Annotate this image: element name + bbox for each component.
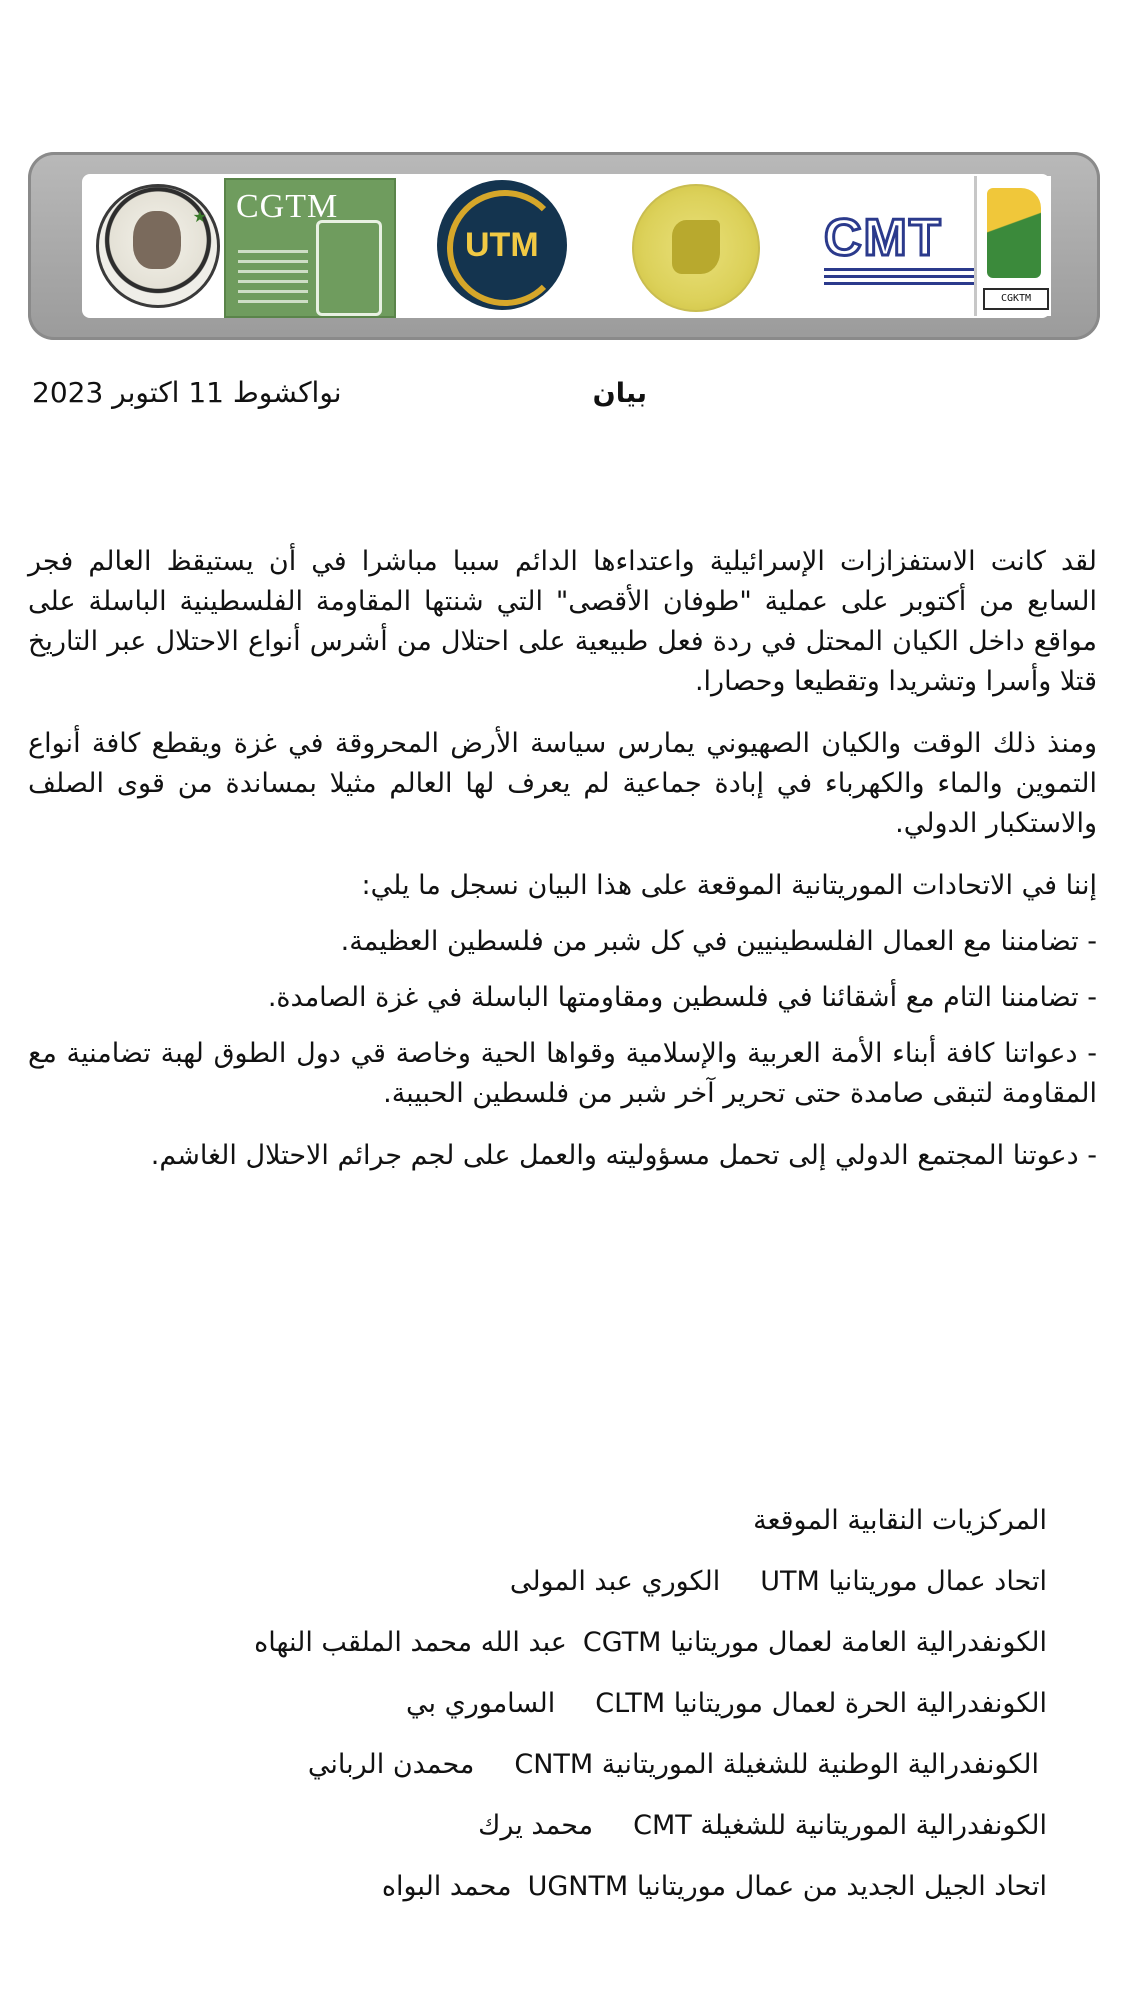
logo-banner xyxy=(28,152,1100,340)
signatory-row xyxy=(478,1810,1047,1841)
list-item-solidarity-gaza: - تضامننا التام مع أشقائنا في فلسطين ومقاومتها الباسلة في غزة الصامدة. xyxy=(267,982,1097,1013)
signatory-person: الساموري بي xyxy=(406,1688,556,1719)
cgtm-round-seal-logo xyxy=(96,184,220,308)
signatory-org: اتحاد الجيل الجديد من عمال موريتانيا UGNTM xyxy=(527,1871,1047,1902)
document-title: بيان xyxy=(592,378,647,409)
cmt-logo-text: CMT xyxy=(824,209,943,267)
signatory-person: محمد يرك xyxy=(478,1810,594,1841)
cmt-logo-lines xyxy=(824,268,974,288)
logo-subtitle-lines xyxy=(238,250,308,306)
paragraph-declaration: إننا في الاتحادات الموريتانية الموقعة على هذا البيان نسجل ما يلي: xyxy=(361,870,1097,901)
cgktm-logo-text: CGKTM xyxy=(983,288,1049,310)
signatory-row xyxy=(254,1627,1047,1658)
map-flag-icon xyxy=(987,188,1041,278)
utm-logo-text: UTM xyxy=(465,226,539,264)
signatory-row xyxy=(510,1566,1047,1597)
cgtm-green-logo xyxy=(224,178,396,318)
signatory-person: محمد البواه xyxy=(381,1871,512,1902)
list-item-call-arab-nation: - دعواتنا كافة أبناء الأمة العربية والإسلامية وقواها الحية وخاصة قي دول الطوق لهبة تضامنية مع المقاومة لتبقى صامدة حتى تحرير آخر شبر من فلسطين الحبيبة. xyxy=(28,1038,1097,1109)
signatory-org: الكونفدرالية الوطنية للشغيلة الموريتانية CNTM xyxy=(514,1749,1039,1780)
statement-body xyxy=(28,542,1097,1194)
cgtm-logo-text: CGTM xyxy=(236,188,339,225)
logo-strip xyxy=(82,174,1050,318)
signatory-person: محمدن الرباني xyxy=(307,1749,475,1780)
signatory-row xyxy=(308,1749,1039,1780)
building-icon xyxy=(316,220,382,316)
star-icon: ★ xyxy=(192,207,207,226)
paragraph-context: ومنذ ذلك الوقت والكيان الصهيوني يمارس سياسة الأرض المحروقة في غزة ويقطع كافة أنواع التموين والماء والكهرباء في إبادة جماعية لم يعرف لها العالم مثيلا بمساندة من قوى الصلف والاستكبار الدولي. xyxy=(28,728,1097,839)
signatory-person: الكوري عبد المولى xyxy=(509,1566,721,1597)
signatory-org: الكونفدرالية العامة لعمال موريتانيا CGTM xyxy=(582,1627,1047,1658)
signatory-org: اتحاد عمال موريتانيا UTM xyxy=(760,1566,1047,1597)
place-date: نواكشوط 11 اكتوبر 2023 xyxy=(32,376,342,409)
cgktm-logo xyxy=(974,176,1051,316)
list-item-solidarity-workers: - تضامننا مع العمال الفلسطينيين في كل شبر من فلسطين العظيمة. xyxy=(340,926,1097,957)
paragraph-intro: لقد كانت الاستفزازات الإسرائيلية واعتداءها الدائم سببا مباشرا في أن يستيقظ العالم فجر السابع من أكتوبر على عملية "طوفان الأقصى" التي شنتها المقاومة الفلسطينية الباسلة على مواقع داخل الكيان المحتل في ردة فعل طبيعية على احتلال من أشرس أنواع الاحتلال عبر التاريخ قتلا وأسرا وتشريدا وتقطيعا وحصارا. xyxy=(28,546,1097,697)
list-item-call-international: - دعوتنا المجتمع الدولي إلى تحمل مسؤوليته والعمل على لجم جرائم الاحتلال الغاشم. xyxy=(150,1140,1097,1171)
signatory-org: الكونفدرالية الحرة لعمال موريتانيا CLTM xyxy=(595,1688,1047,1719)
signatory-row xyxy=(382,1871,1047,1902)
map-icon xyxy=(672,220,720,274)
utm-logo xyxy=(437,180,567,310)
signatory-row xyxy=(406,1688,1047,1719)
signatory-person: عبد الله محمد الملقب النهاه xyxy=(254,1627,567,1658)
cmt-logo xyxy=(824,208,974,288)
signatory-org: الكونفدرالية الموريتانية للشغيلة CMT xyxy=(633,1810,1047,1841)
portrait-image xyxy=(133,211,181,269)
yellow-map-seal-logo xyxy=(632,184,760,312)
signatories-heading: المركزيات النقابية الموقعة xyxy=(753,1505,1047,1536)
